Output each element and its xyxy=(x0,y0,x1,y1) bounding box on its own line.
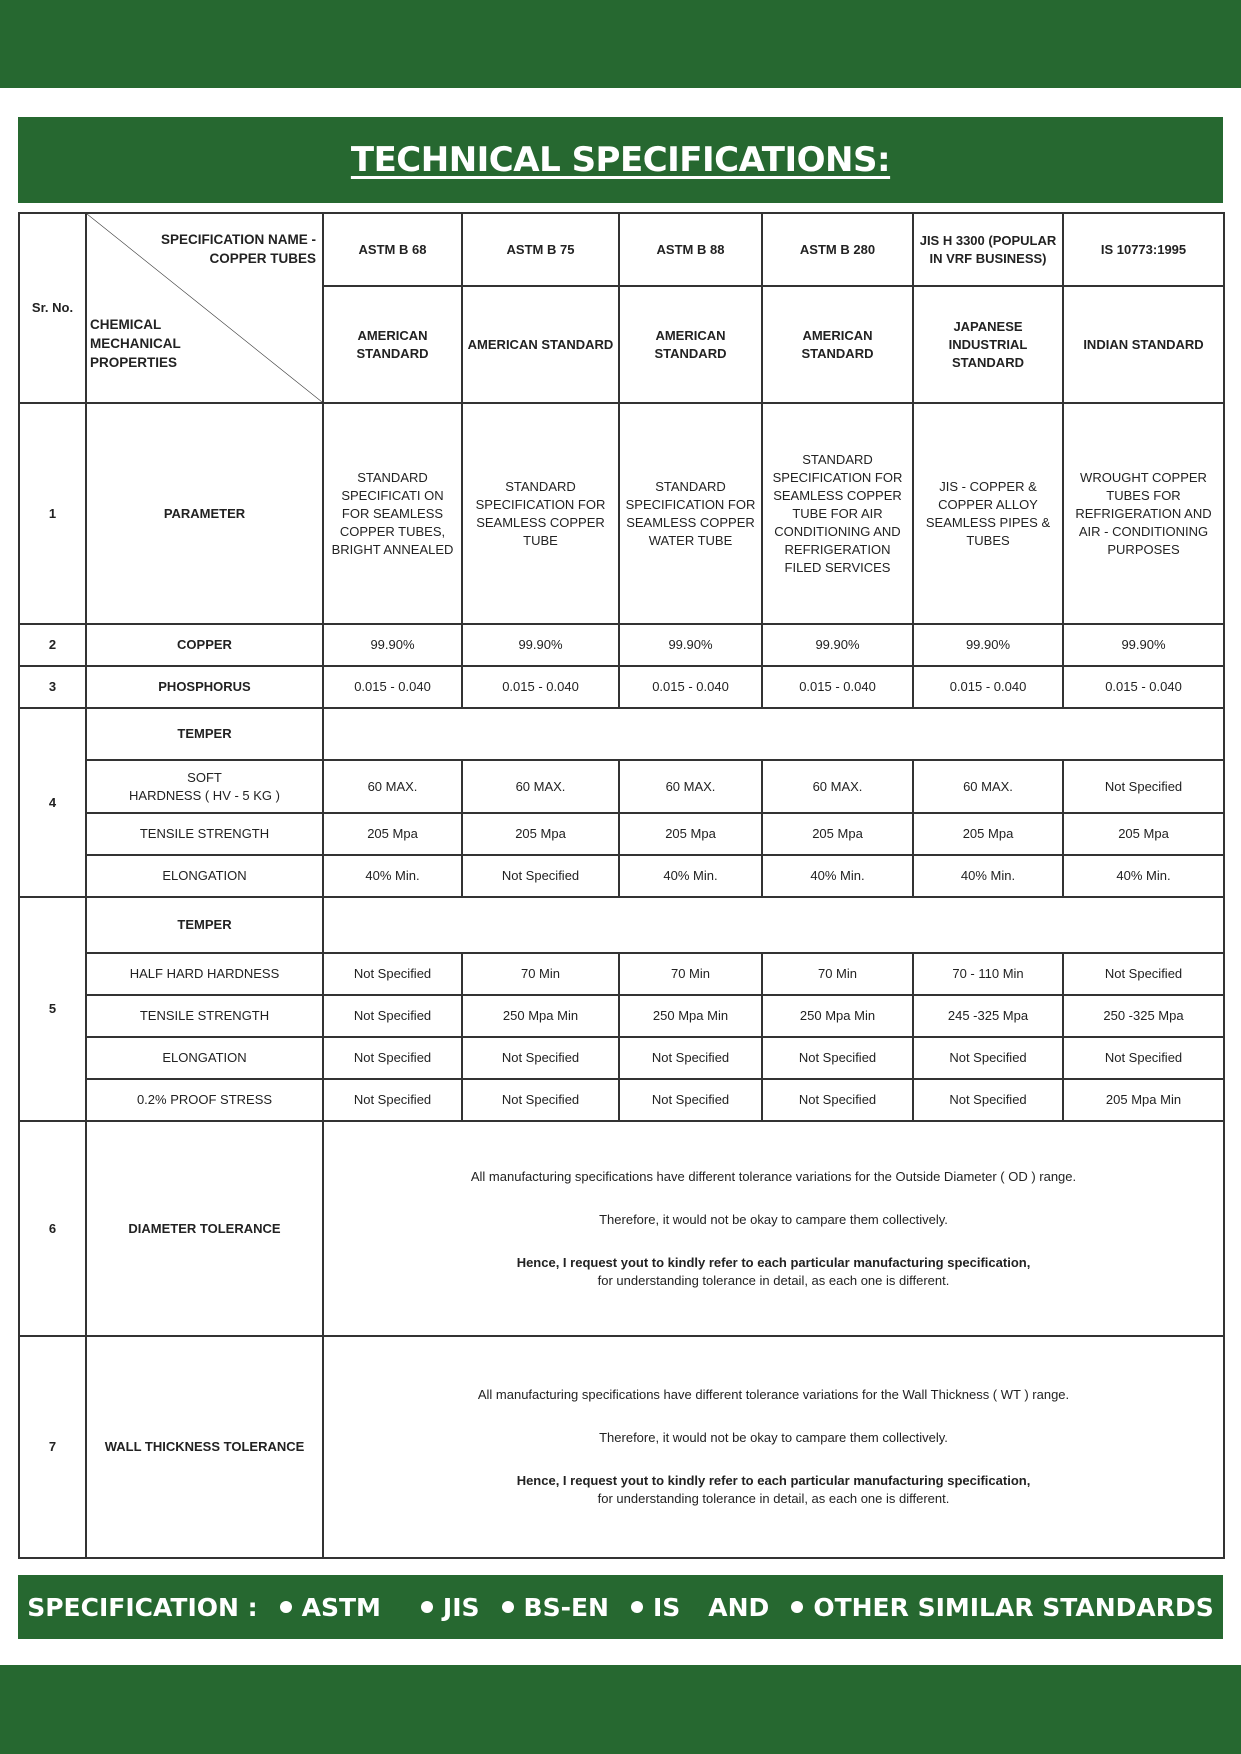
table-cell: Not Specified xyxy=(619,1037,762,1079)
diameter-tolerance-note xyxy=(323,1121,1224,1336)
table-cell: 40% Min. xyxy=(323,855,462,897)
note-line: All manufacturing specifications have different tolerance variations for the Outside Diameter ( OD ) range. xyxy=(470,1168,1077,1184)
soft-hardness-label xyxy=(86,760,323,813)
note-line-bold: Hence, I request yout to kindly refer to each particular manufacturing specification, xyxy=(516,1254,1031,1270)
top-decor-band xyxy=(0,0,1241,88)
table-cell: 70 Min xyxy=(462,953,619,995)
table-cell: 245 -325 Mpa xyxy=(913,995,1063,1037)
row-label: PHOSPHORUS xyxy=(86,666,323,708)
spec-header: IS 10773:1995 xyxy=(1063,213,1224,286)
table-row xyxy=(19,624,1224,666)
table-row xyxy=(19,760,1224,813)
temper-label: TEMPER xyxy=(86,708,323,760)
table-row xyxy=(19,813,1224,855)
spec-name-label: SPECIFICATION NAME - COPPER TUBES xyxy=(161,232,316,266)
table-cell: Not Specified xyxy=(462,1037,619,1079)
footer-item: JIS xyxy=(442,1592,480,1622)
footer-item: ASTM xyxy=(301,1592,381,1622)
row-label: ELONGATION xyxy=(86,855,323,897)
table-cell: Not Specified xyxy=(323,953,462,995)
bullet-icon xyxy=(421,1601,433,1613)
row-label: TENSILE STRENGTH xyxy=(86,995,323,1037)
table-cell: 99.90% xyxy=(462,624,619,666)
table-cell: Not Specified xyxy=(913,1037,1063,1079)
footer-item: BS-EN xyxy=(523,1592,609,1622)
footer-label: SPECIFICATION : xyxy=(27,1592,258,1622)
row-number: 3 xyxy=(19,666,86,708)
bullet-icon xyxy=(280,1601,292,1613)
row-number: 6 xyxy=(19,1121,86,1336)
table-cell: 60 MAX. xyxy=(762,760,913,813)
table-cell: 205 Mpa xyxy=(1063,813,1224,855)
table-row xyxy=(19,953,1224,995)
table-cell: 0.015 - 0.040 xyxy=(462,666,619,708)
spec-header: ASTM B 68 xyxy=(323,213,462,286)
standard-header: AMERICAN STANDARD xyxy=(619,286,762,403)
table-row xyxy=(19,1037,1224,1079)
row-number: 5 xyxy=(19,897,86,1121)
table-cell: Not Specified xyxy=(762,1079,913,1121)
table-cell: 250 Mpa Min xyxy=(619,995,762,1037)
specification-footer xyxy=(18,1575,1223,1639)
table-cell: 60 MAX. xyxy=(462,760,619,813)
note-line-bold: Hence, I request yout to kindly refer to each particular manufacturing specification, xyxy=(516,1473,1031,1488)
table-row xyxy=(19,1336,1224,1558)
table-cell: 205 Mpa Min xyxy=(1063,1079,1224,1121)
row-label: ELONGATION xyxy=(86,1037,323,1079)
spec-header: ASTM B 88 xyxy=(619,213,762,286)
soft-label-line: SOFT xyxy=(187,769,222,785)
note-line: Therefore, it would not be okay to campare them collectively. xyxy=(599,1211,948,1227)
spec-header: JIS H 3300 (POPULAR IN VRF BUSINESS) xyxy=(913,213,1063,286)
table-cell: 99.90% xyxy=(323,624,462,666)
note-line: for understanding tolerance in detail, as each one is different. xyxy=(597,1491,950,1506)
table-cell: 205 Mpa xyxy=(762,813,913,855)
diagonal-header-cell xyxy=(86,213,323,403)
row-label: TENSILE STRENGTH xyxy=(86,813,323,855)
table-cell: STANDARD SPECIFICATION FOR SEAMLESS COPPER TUBE xyxy=(462,403,619,624)
table-cell: STANDARD SPECIFICATION FOR SEAMLESS COPPER TUBE FOR AIR CONDITIONING AND REFRIGERATION FILED SERVICES xyxy=(762,403,913,624)
table-cell: Not Specified xyxy=(323,1037,462,1079)
standard-header: JAPANESE INDUSTRIAL STANDARD xyxy=(913,286,1063,403)
table-cell: 99.90% xyxy=(762,624,913,666)
table-cell: STANDARD SPECIFICATION FOR SEAMLESS COPPER WATER TUBE xyxy=(619,403,762,624)
table-cell: 40% Min. xyxy=(913,855,1063,897)
row-label: DIAMETER TOLERANCE xyxy=(86,1121,323,1336)
table-cell: Not Specified xyxy=(913,1079,1063,1121)
properties-label: CHEMICAL MECHANICAL PROPERTIES xyxy=(90,317,181,370)
table-cell: Not Specified xyxy=(619,1079,762,1121)
table-cell: 60 MAX. xyxy=(323,760,462,813)
table-row xyxy=(19,897,1224,953)
header-row-specs xyxy=(19,213,1224,286)
footer-item: IS xyxy=(652,1592,681,1622)
row-label: HALF HARD HARDNESS xyxy=(86,953,323,995)
table-cell: STANDARD SPECIFICATI ON FOR SEAMLESS COPPER TUBES, BRIGHT ANNEALED xyxy=(323,403,462,624)
table-cell: 40% Min. xyxy=(1063,855,1224,897)
table-row xyxy=(19,403,1224,624)
title-banner xyxy=(18,117,1223,203)
standard-header: AMERICAN STANDARD xyxy=(323,286,462,403)
temper-empty-cell xyxy=(323,897,1224,953)
table-cell: 250 Mpa Min xyxy=(762,995,913,1037)
table-cell: 205 Mpa xyxy=(619,813,762,855)
table-cell: 60 MAX. xyxy=(619,760,762,813)
sr-no-header: Sr. No. xyxy=(19,213,86,403)
table-cell: Not Specified xyxy=(462,855,619,897)
note-line: for understanding tolerance in detail, as each one is different. xyxy=(597,1272,950,1288)
row-number: 7 xyxy=(19,1336,86,1558)
table-cell: 205 Mpa xyxy=(323,813,462,855)
table-row xyxy=(19,855,1224,897)
page-title: TECHNICAL SPECIFICATIONS: xyxy=(350,140,891,180)
table-cell: 205 Mpa xyxy=(913,813,1063,855)
row-label: 0.2% PROOF STRESS xyxy=(86,1079,323,1121)
table-cell: Not Specified xyxy=(462,1079,619,1121)
table-row xyxy=(19,995,1224,1037)
row-label: WALL THICKNESS TOLERANCE xyxy=(86,1336,323,1558)
table-cell: 70 Min xyxy=(619,953,762,995)
table-cell: 0.015 - 0.040 xyxy=(619,666,762,708)
standard-header: AMERICAN STANDARD xyxy=(462,286,619,403)
table-cell: 0.015 - 0.040 xyxy=(323,666,462,708)
soft-label-line: HARDNESS ( HV - 5 KG ) xyxy=(129,787,280,803)
bottom-decor-band xyxy=(0,1665,1241,1754)
table-cell: 40% Min. xyxy=(619,855,762,897)
bullet-icon xyxy=(502,1601,514,1613)
table-cell: 0.015 - 0.040 xyxy=(762,666,913,708)
row-label: COPPER xyxy=(86,624,323,666)
table-cell: Not Specified xyxy=(323,1079,462,1121)
standard-header: INDIAN STANDARD xyxy=(1063,286,1224,403)
bullet-icon xyxy=(631,1601,643,1613)
table-row xyxy=(19,1079,1224,1121)
table-cell: WROUGHT COPPER TUBES FOR REFRIGERATION AND AIR - CONDITIONING PURPOSES xyxy=(1063,403,1224,624)
table-cell: Not Specified xyxy=(323,995,462,1037)
row-number: 1 xyxy=(19,403,86,624)
footer-and: AND xyxy=(708,1592,770,1622)
table-cell: Not Specified xyxy=(762,1037,913,1079)
note-line: All manufacturing specifications have different tolerance variations for the Wall Thickness ( WT ) range. xyxy=(477,1387,1070,1402)
temper-empty-cell xyxy=(323,708,1224,760)
row-number: 4 xyxy=(19,708,86,897)
table-cell: JIS - COPPER & COPPER ALLOY SEAMLESS PIPES & TUBES xyxy=(913,403,1063,624)
row-number: 2 xyxy=(19,624,86,666)
table-cell: Not Specified xyxy=(1063,1037,1224,1079)
spec-table xyxy=(18,212,1225,1559)
row-label: PARAMETER xyxy=(86,403,323,624)
table-cell: 0.015 - 0.040 xyxy=(1063,666,1224,708)
table-cell: 99.90% xyxy=(913,624,1063,666)
note-line: Therefore, it would not be okay to campare them collectively. xyxy=(599,1430,948,1445)
spec-header: ASTM B 280 xyxy=(762,213,913,286)
spec-header: ASTM B 75 xyxy=(462,213,619,286)
standard-header: AMERICAN STANDARD xyxy=(762,286,913,403)
table-cell: 70 Min xyxy=(762,953,913,995)
table-cell: 99.90% xyxy=(619,624,762,666)
table-row xyxy=(19,708,1224,760)
temper-label: TEMPER xyxy=(86,897,323,953)
table-cell: 70 - 110 Min xyxy=(913,953,1063,995)
table-row xyxy=(19,666,1224,708)
bullet-icon xyxy=(791,1601,803,1613)
table-cell: 0.015 - 0.040 xyxy=(913,666,1063,708)
wall-thickness-tolerance-note xyxy=(323,1336,1224,1558)
table-row xyxy=(19,1121,1224,1336)
table-cell: 250 -325 Mpa xyxy=(1063,995,1224,1037)
table-cell: Not Specified xyxy=(1063,760,1224,813)
table-cell: 205 Mpa xyxy=(462,813,619,855)
table-cell: 99.90% xyxy=(1063,624,1224,666)
footer-item: OTHER SIMILAR STANDARDS xyxy=(813,1592,1214,1622)
table-cell: Not Specified xyxy=(1063,953,1224,995)
table-cell: 250 Mpa Min xyxy=(462,995,619,1037)
table-cell: 60 MAX. xyxy=(913,760,1063,813)
table-cell: 40% Min. xyxy=(762,855,913,897)
